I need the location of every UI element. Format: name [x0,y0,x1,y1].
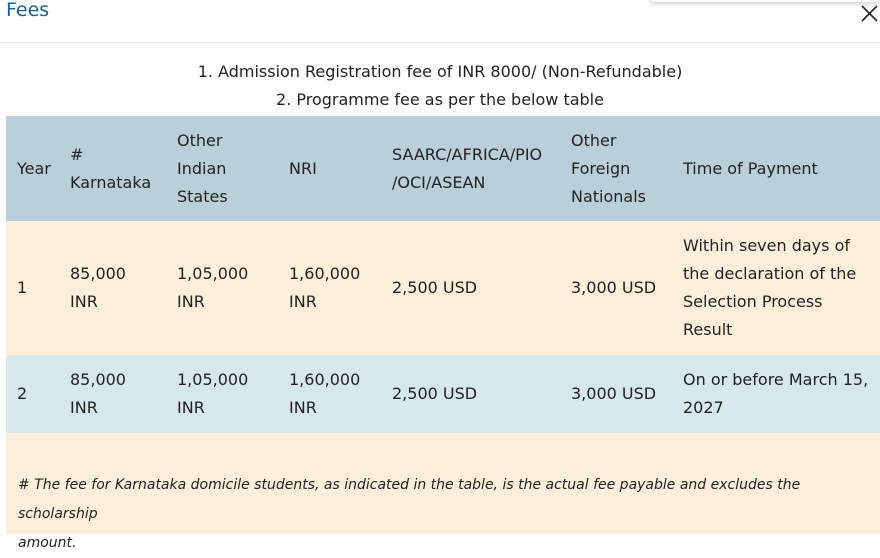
header-year: Year [17,158,51,178]
table-row [6,355,880,433]
table-row [6,221,880,355]
header-saarc: SAARC/AFRICA/PIO /OCI/ASEAN [392,144,543,192]
cell-other-indian: 1,05,000 INR [177,370,249,417]
cell-other-foreign: 3,000 USD [571,278,657,297]
footnote-text: # The fee for Karnataka domicile students, as indicated in the table, is the actual fee payable and excludes the scholarship amount. [18,477,801,551]
cell-other-foreign: 3,000 USD [571,384,657,403]
intro-line-programme-fee: 2. Programme fee as per the below table [276,90,604,109]
header-other-foreign: Other Foreign Nationals [571,130,647,206]
cell-nri: 1,60,000 INR [289,264,361,311]
cell-saarc: 2,500 USD [392,278,478,297]
cell-time-of-payment: Within seven days of the declaration of the Selection Process Result [683,236,857,339]
close-icon[interactable] [858,2,880,24]
fees-table [6,116,880,433]
cell-nri: 1,60,000 INR [289,370,361,417]
header-other-indian-states: Other Indian States [177,130,228,206]
dropdown-shadow-edge [650,0,880,2]
header-time-of-payment: Time of Payment [683,158,818,178]
footnote-box [6,433,880,551]
cell-other-indian: 1,05,000 INR [177,264,249,311]
header-karnataka: # Karnataka [70,144,152,192]
cell-year: 1 [17,278,28,297]
intro-line-registration-fee: 1. Admission Registration fee of INR 8000/ (Non-Refundable) [197,62,683,81]
cell-saarc: 2,500 USD [392,384,478,403]
cell-karnataka: 85,000 INR [70,264,126,311]
table-header-row [6,116,880,221]
cell-year: 2 [17,384,28,403]
modal-header [0,0,880,43]
cell-time-of-payment: On or before March 15, 2027 [683,370,869,417]
header-nri: NRI [289,158,317,178]
cell-karnataka: 85,000 INR [70,370,126,417]
modal-title: Fees [6,0,50,21]
